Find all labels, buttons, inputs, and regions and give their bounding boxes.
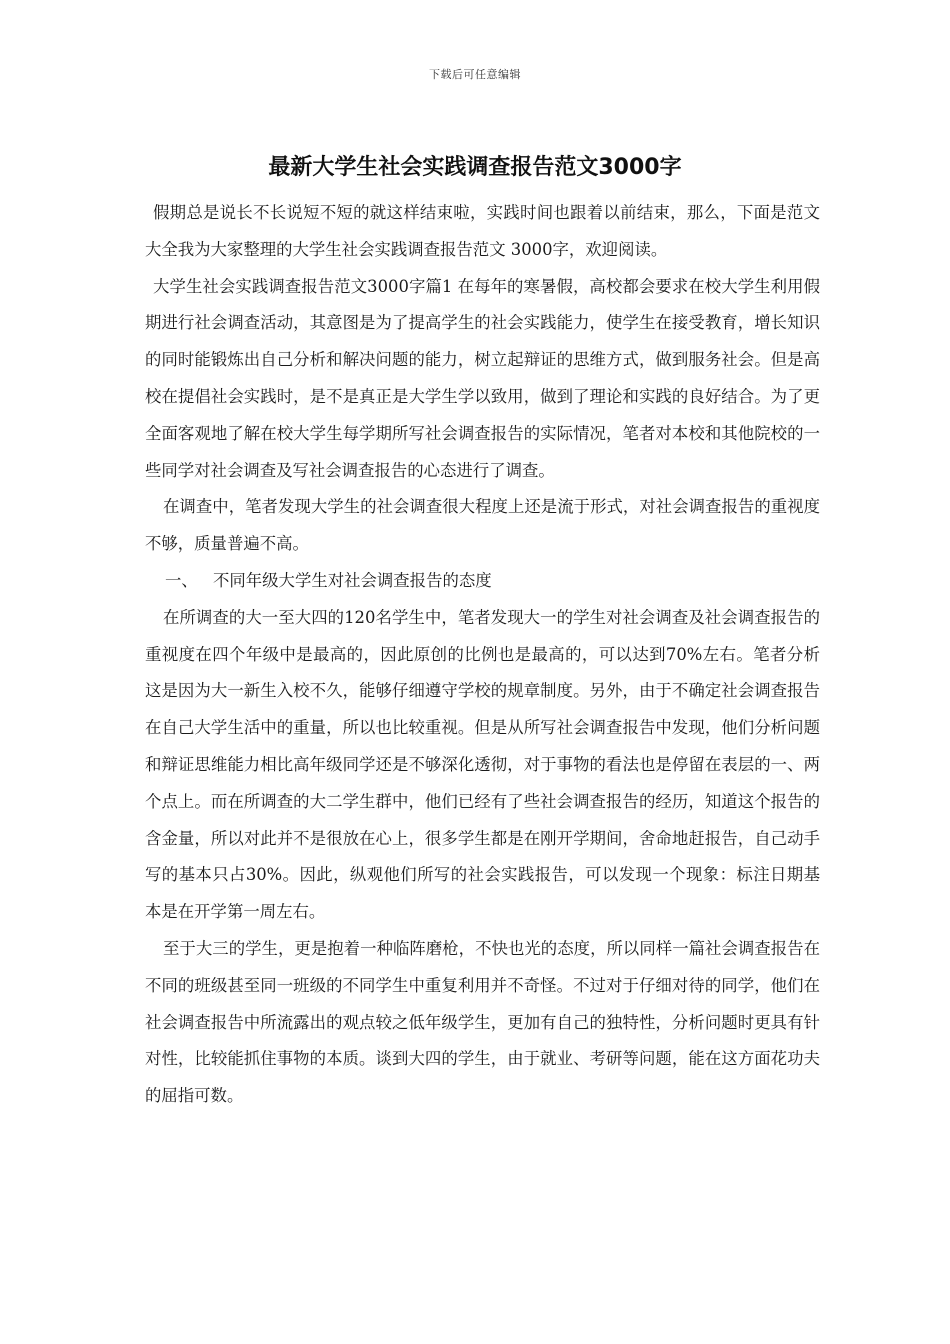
paragraph-report-opening: 大学生社会实践调查报告范文3000字篇1 在每年的寒暑假，高校都会要求在校大学生利用假期进行社会调查活动，其意图是为了提高学生的社会实践能力，使学生在接受教育，增长知识的同时能锻炼出自己分析和解决问题的能力，树立起辩证的思维方式，做到服务社会。但是高校在提倡社会实践时，是不是真正是大学生学以致用，做到了理论和实践的良好结合。为了更全面客观地了解在校大学生每学期所写社会调查报告的实际情况，笔者对本校和其他院校的一些同学对社会调查及写社会调查报告的心态进行了调查。 — [145, 276, 820, 480]
section-heading-text: 不同年级大学生对社会调查报告的态度 — [213, 570, 492, 590]
document-title: 最新大学生社会实践调查报告范文3000字 — [268, 155, 682, 180]
paragraph-intro: 假期总是说长不长说短不短的就这样结束啦，实践时间也跟着以前结束，那么，下面是范文大全我为大家整理的大学生社会实践调查报告范文 3000字，欢迎阅读。 — [145, 203, 820, 259]
document-body — [145, 195, 820, 1115]
paragraph-freshmen-sophomores: 在所调查的大一至大四的120名学生中，笔者发现大一的学生对社会调查及社会调查报告的重视度在四个年级中是最高的，因此原创的比例也是最高的，可以达到70%左右。笔者分析这是因为大一新生入校不久，能够仔细遵守学校的规章制度。另外，由于不确定社会调查报告在自己大学生活中的重量，所以也比较重视。但是从所写社会调查报告中发现，他们分析问题和辩证思维能力相比高年级同学还是不够深化透彻，对于事物的看法也是停留在表层的一、两个点上。而在所调查的大二学生群中，他们已经有了些社会调查报告的经历，知道这个报告的含金量，所以对此并不是很放在心上，很多学生都是在刚开学期间，舍命地赶报告，自己动手写的基本只占30%。因此，纵观他们所写的社会实践报告，可以发现一个现象：标注日期基本是在开学第一周左右。 — [145, 607, 820, 922]
paragraph-juniors-seniors: 至于大三的学生，更是抱着一种临阵磨枪，不快也光的态度，所以同样一篇社会调查报告在不同的班级甚至同一班级的不同学生中重复利用并不奇怪。不过对于仔细对待的同学，他们在社会调查报告中所流露出的观点较之低年级学生，更加有自己的独特性，分析问题时更具有针对性，比较能抓住事物的本质。谈到大四的学生，由于就业、考研等问题，能在这方面花功夫的屈指可数。 — [145, 938, 820, 1106]
header-note: 下载后可任意编辑 — [429, 68, 521, 81]
section-number: 一、 — [165, 570, 198, 590]
section-heading-1 — [145, 563, 820, 600]
paragraph-findings: 在调查中，笔者发现大学生的社会调查很大程度上还是流于形式，对社会调查报告的重视度不够，质量普遍不高。 — [145, 497, 820, 554]
